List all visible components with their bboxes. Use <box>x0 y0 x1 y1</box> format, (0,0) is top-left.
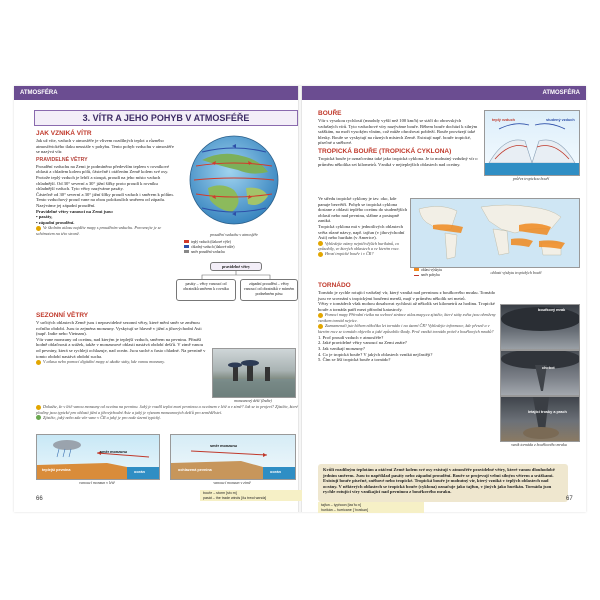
tree-root: pravidelné větry <box>210 262 262 271</box>
page-gutter <box>298 86 302 512</box>
winter-wind-label: směr monzunu <box>210 444 238 448</box>
map-legend-area: oblast výskytu <box>414 268 442 273</box>
review-questions <box>318 335 496 363</box>
task-note-cr: Zjistěte, jaký nebo zda vítr vane v ČR a jaký je pro naše území typický. <box>36 415 298 421</box>
heading-jak-vznika-vitr: JAK VZNIKÁ VÍTR <box>36 130 92 137</box>
task-note-monzuny: V atlasu nebo pomocí digitální mapy si ukažte státy, kde vanou monzuny. <box>36 359 206 365</box>
monsoon-photo <box>212 348 296 398</box>
cyclone-cold-label: studený vzduch <box>546 118 575 122</box>
legend-cold: chladný vzduch (tlakové níže) <box>184 245 292 250</box>
globe-legend <box>184 240 292 255</box>
para-tropicka-3: Tropická cyklona má v jednotlivých oblastech světa různé názvy, např. tajfun (v jihovýchodní Asii) nebo hurikán (v Americe). <box>318 223 405 241</box>
task-icon <box>318 252 323 257</box>
photo-debris <box>500 396 580 442</box>
map-legend-direction: směr pohybu <box>414 273 442 278</box>
page-number-left: 66 <box>36 496 43 502</box>
cyclone-warm-label: teplý vzduch <box>492 118 515 122</box>
para-tornado-2: Větry v tornádech však mohou dosahovat rychlosti až několik set kilometrů za hodinu. Tropické bouře a tornáda patří mezi přírodní katastrofy. <box>318 301 495 312</box>
map-caption: oblasti výskytu tropických bouří <box>490 270 542 275</box>
list-item: • západní proudění. <box>36 219 75 225</box>
monsoon-photo-caption: monzunový déšť (Indie) <box>234 398 272 403</box>
chapter-band-left: ATMOSFÉRA <box>14 86 298 100</box>
task-notes-wide <box>36 404 298 420</box>
summary-box: Kvůli rozdílným teplotám a otáčení Země kolem své osy existují v atmosféře pravidelné větry, které vanou dlouhodobě jedním směrem. Jsou to například pasáty nebo západní proudění. Bouře se projevují velmi silným větrem a srážkami. Existují bouře písečné, sněhové nebo tropické. Tropická bouře je mohutný vír, který vzniká v teplých oblastech nad oceány. V některých oblastech se tropická bouře (cyklona) označuje jako tajfun, v jiných jako hurikán. Tornáda jsou rychle rotující víry vznikající nad pevninou z bouřkového mraku. <box>318 464 568 502</box>
question-item: 4. Co je tropická bouře? V jakých oblastech vzniká nejčastěji? <box>318 351 433 357</box>
globe-caption: proudění vzduchu v atmosféře <box>210 232 258 237</box>
task-note-rizika: Pomocí mapy Přírodní rizika na webové stránce atlas.mapy.cz zjistěte, které státy světa jsou ohroženy vznikem tornád nejvíce. <box>318 312 496 323</box>
list-item: • pasáty, <box>36 214 53 220</box>
photo-funnel <box>500 350 580 396</box>
summer-caption: vanoucí monzun v létě <box>79 480 115 485</box>
winter-caption: vanoucí monzun v zimě <box>213 480 251 485</box>
para-pravidelne-3: Částečně od 30° severní a 30° jižní šířky proudí vzduch i směrem k pólům. Tento vzduchový proud vane na obou polokoulích směrem od západu. Nazýváme jej západní proudění. <box>36 191 174 208</box>
task-note-dokazte: Dokažte, že v létě vanou monzuny od oceánu na pevninu. Jaký je rozdíl teplot mezi pevninou a oceánem v létě a v zimě? Jak se to projeví? Zjistěte, které plodiny jsou typické pro oblasti jižní a jihovýchodní Asie a jaký je význam monzunových dešťů pro zemědělství. <box>36 404 298 415</box>
photo-thundercloud-label: bouřkový mrak <box>538 308 566 312</box>
cyclone-caption: průřez tropickou bouří <box>512 176 550 181</box>
tree-zapadni: západní proudění – větry vanoucí od obratníků v mírném podnebném pásu <box>240 279 298 301</box>
para-tropicka-1: Tropická bouře je označována také jako tropická cyklona. Je to mohutný vzdušný vír o průměru několika set kilometrů. Vzniká v nejteplejších oblastech nad oceány. <box>318 155 478 167</box>
summer-ocean-label: oceán <box>134 470 145 474</box>
para-tornado-1: Tornádo je rychle rotující vzdušný vír, který vzniká nad pevninou z bouřkového mraku. Tornádo jsou ve srovnání s tropickými bouřemi menší, mají v průměru několik set metrů. <box>318 290 496 301</box>
para-pravidelne-1: Proudění vzduchu na Zemi je podmíněno především teplem v rovníkové oblasti a chladem kolem pólů, částečně i otáčením Země kolem své osy. <box>36 163 170 175</box>
tornado-text <box>318 282 496 363</box>
heading-sezonni-vetry: SEZONNÍ VĚTRY <box>36 312 89 319</box>
task-note-tornado-cr: Zaznamenali jste během několika let tornádo i na území ČR? Vyhledejte informace, kde přesně a v kterém roce se tornádo objevilo a jaké způsobilo škody. Proč vzniká tornádo právě z bouřkových mraků? <box>318 323 494 334</box>
heading-tornado: TORNÁDO <box>318 282 351 289</box>
task-note-cr-boure: Hrozí tropické bouře i v ČR? <box>318 251 408 257</box>
summer-land-label: teplejší pevnina <box>42 468 71 472</box>
legend-west: směr proudění vzduchu <box>184 250 292 255</box>
map-legend <box>414 268 442 278</box>
question-item: 3. Jak vznikají monzuny? <box>318 346 365 352</box>
para-sezonni-2: Vítr vane monzuny od oceánu, nad kterým je teplejší vzduch, směrem na pevninu. Přináší hodně oblačnosti a srážek, takže v monzunové oblasti nastává období dešťů. V zimě vanou od pevniny, která se rychleji ochlazuje, nad oceán. Jsou suché a často chladné. Na pevnině v tomto období nastává období sucha. <box>36 336 206 359</box>
para-pravidelne-2: Protože teplý vzduch je lehčí a stoupá, proudí na jeho místo vzduch chladnější. Od 30° severní a 30° jižní šířky proto proudí k rovníku chladnější vzduch. Tyto větry nazýváme pasáty. <box>36 174 161 192</box>
globe-diagram <box>182 130 286 230</box>
question-item: 2. Jaké pravidelné větry vanoucí na Zemi znáte? <box>318 340 407 346</box>
tree-connector <box>174 271 298 279</box>
photo-debris-label: letající trosky a prach <box>528 410 567 414</box>
para-sezonni-1: V určitých oblastech Země jsou i nepravidelné sezonní větry, které mění směr se změnou ročního období. Jsou to zejména monzuny. Vyskytují se hlavně v jižní a jihovýchodní Asii (např. Indie nebo Vietnam). <box>36 320 202 337</box>
sezonni-text <box>36 312 206 365</box>
summer-wind-label: směr monzunu <box>100 450 128 454</box>
tree-pasaty: pasáty – větry vanoucí od obratníků směrem k rovníku <box>176 279 236 301</box>
para-tropicka-2: Ve středu tropické cyklony je tzv. oko, kde panuje bezvětří. Pohyb se tropická cyklona dostane z oblasti teplého oceánu do studenějších oblastí nebo nad pevninu, slábne a postupně zaniká. <box>318 196 408 224</box>
task-note-atlas: Ve školním atlasu najděte mapy s prouděním vzduchu. Porovnejte je se schématem na této straně. <box>36 225 162 236</box>
para-jak-vznika: Jak už víte, vzduch v atmosféře je vlivem rozdílných teplot a různého atmosférického tlaku neustále v pohybu. Tento pohyb vzduchu v atmosféře se nazývá vítr. <box>36 138 174 155</box>
winter-ocean-label: oceán <box>270 470 281 474</box>
task-note-hurikany: Vyhledejte názvy nejničivějších hurikánů, co způsobily, ve kterých oblastech a ve kterém roce. <box>318 240 400 252</box>
tornado-photo-caption: vznik tornáda z bouřkového mraku <box>511 442 567 447</box>
left-text-column <box>36 130 176 236</box>
page-number-right: 67 <box>566 496 573 502</box>
task-icon <box>36 415 41 420</box>
legend-warm: teplý vzduch (tlakové výše) <box>184 240 292 245</box>
heading-boure: BOUŘE <box>318 110 342 117</box>
winter-land-label: ochlazená pevnina <box>178 468 212 472</box>
question-item: 5. Čím se liší tropická bouře a tornádo? <box>318 357 391 363</box>
tropicka-text <box>318 196 408 257</box>
lesson-title: 3. VÍTR A JEHO POHYB V ATMOSFÉŘE <box>34 110 298 126</box>
boure-text <box>318 110 480 167</box>
task-icon <box>36 360 41 365</box>
glossary-right: tajfun – typhoon [taɪˈfuːn] hurikán – hurricane [ˈhʌrɪkən] <box>318 502 424 513</box>
cyclone-world-map <box>410 198 580 268</box>
textbook-spread <box>14 86 586 512</box>
question-item: 1. Proč proudí vzduch v atmosféře? <box>318 334 384 340</box>
heading-tropicka-boure: TROPICKÁ BOUŘE (TROPICKÁ CYKLONA) <box>318 147 452 155</box>
heading-pravidelne-vetry: PRAVIDELNÉ VĚTRY <box>36 156 88 163</box>
glossary-left: bouře – storm [stɔːm] pasát – the trade winds [ðə treɪd wɪndz] <box>200 490 302 501</box>
chapter-band-right: ATMOSFÉRA <box>302 86 586 100</box>
para-boure: Vítr s vysokou rychlostí (mnohdy vyšší než 100 km/h) se stáčí do obrovských vzdušných vírů. Tyto vzduchové víry nazýváme bouře. Během bouře dochází k silným srážkám, na moři vysokým vlnám, což může ohrožovat pobřeží. Bouře provázejí také blesky. Bouře se vyskytují na různých místech Země. Existují např. bouře tropické, písečné a sněhové. <box>318 118 478 146</box>
para-pravidelne-4: Pravidelné větry vanoucí na Zemi jsou: <box>36 208 114 214</box>
photo-funnel-label: chobot <box>542 366 555 370</box>
